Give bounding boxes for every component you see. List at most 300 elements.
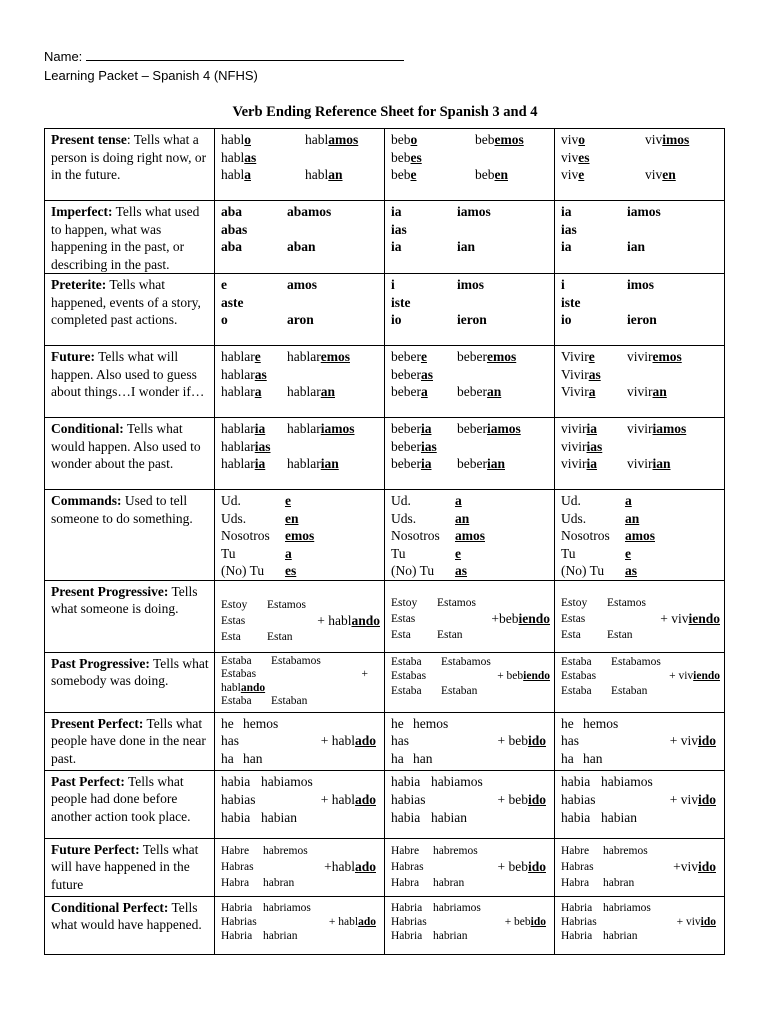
singular-form	[561, 366, 627, 384]
imperfect-ir-forms	[555, 201, 725, 274]
aux-singular: Estaba	[391, 684, 422, 697]
conjugation-line	[391, 166, 550, 184]
plural-form	[305, 131, 358, 149]
aux-line	[221, 773, 380, 791]
ending: a	[254, 384, 262, 399]
command-subject: Nosotros	[221, 528, 270, 543]
ending: emos	[494, 132, 524, 147]
ending: e	[420, 349, 427, 364]
aux-singular: Habre	[391, 844, 420, 857]
command-subject: Tu	[221, 545, 236, 561]
aux-singular: ha	[391, 750, 404, 766]
compound-block	[391, 583, 550, 643]
stem: hablar	[221, 366, 255, 382]
singular-form	[221, 366, 287, 384]
participle	[498, 732, 547, 750]
participle	[491, 611, 550, 627]
name-blank[interactable]	[86, 48, 404, 61]
aux-plural: han	[243, 750, 263, 766]
ending: es	[410, 149, 422, 165]
commands-ar-forms	[215, 490, 385, 581]
plural-ending: iamos	[457, 204, 491, 219]
tense-name: Imperfect:	[51, 204, 113, 219]
aux-plural: Estan	[267, 630, 293, 643]
stem: beb	[475, 132, 495, 147]
participle	[669, 669, 720, 684]
participle	[317, 613, 380, 629]
aux-plural: hemos	[413, 715, 449, 731]
participle-stem: + viv	[669, 791, 698, 807]
stem: hablar	[287, 456, 321, 471]
stem: vivir	[627, 349, 653, 364]
aux-plural: habrian	[433, 929, 468, 942]
conjugation-line	[391, 238, 550, 256]
stem: vivir	[627, 421, 653, 436]
tense-name: Present Progressive:	[51, 583, 169, 599]
participle	[660, 611, 720, 627]
aux-line	[391, 669, 550, 684]
participle	[505, 915, 546, 929]
participle-ending: ido	[527, 733, 546, 748]
aux-line	[561, 595, 720, 611]
aux-plural: habriamos	[263, 901, 311, 914]
tense-row-fut_perf	[45, 838, 725, 896]
participle-stem: +viv	[673, 858, 698, 874]
aux-line	[221, 668, 380, 682]
aux-plural: hemos	[583, 715, 619, 731]
tense-description-imperfect	[45, 201, 215, 274]
ending: ian	[652, 456, 671, 471]
singular-form	[221, 149, 305, 167]
command-subject: Ud.	[221, 493, 241, 508]
singular-form	[561, 455, 627, 473]
aux-line	[391, 843, 550, 859]
command-ending: an	[625, 510, 640, 526]
singular-ending: ias	[391, 221, 407, 237]
conjugation-line	[221, 294, 380, 312]
preterite-er-forms	[385, 274, 555, 346]
tense-description-preterite	[45, 274, 215, 346]
aux-line	[221, 915, 380, 929]
participle-stem: + habl	[328, 915, 359, 928]
tense-explanation: Tells what used to happen, what was happening in the past, or describing in the past.	[51, 204, 200, 272]
aux-line	[391, 901, 550, 915]
stem: beber	[391, 438, 421, 454]
aux-line	[561, 859, 720, 875]
participle-ending: ido	[697, 791, 716, 807]
command-line	[561, 545, 720, 563]
plural-ending: ieron	[627, 312, 657, 327]
participle-ending: ido	[530, 915, 546, 928]
aux-line	[561, 929, 720, 943]
command-subject: (No) Tu	[221, 563, 265, 578]
tense-name: Conditional Perfect:	[51, 899, 169, 915]
ending: en	[662, 167, 676, 182]
aux-line	[391, 715, 550, 733]
singular-ending: ia	[391, 239, 402, 254]
pres_prog-ir-forms	[555, 580, 725, 652]
participle	[321, 791, 376, 809]
participle-ending: ado	[358, 915, 376, 928]
commands-er-forms	[385, 490, 555, 581]
conjugation-line	[561, 383, 720, 401]
aux-line	[561, 732, 720, 750]
past_perf-ir-forms	[555, 770, 725, 838]
conjugation-line	[221, 149, 380, 167]
stem: viv	[645, 132, 663, 147]
participle	[670, 791, 716, 809]
conjugation-line	[221, 366, 380, 384]
past_prog-er-forms	[385, 652, 555, 712]
cond_perf-er-forms	[385, 896, 555, 954]
conjugation-line	[221, 420, 380, 438]
singular-form	[391, 420, 457, 438]
participle	[497, 669, 550, 684]
ending: e	[578, 167, 585, 182]
singular-form	[391, 438, 457, 456]
sheet-title: Verb Ending Reference Sheet for Spanish 3 and 4	[232, 104, 538, 120]
stem: vivir	[561, 456, 587, 471]
stem: viv	[645, 167, 663, 182]
conjugation-line	[221, 348, 380, 366]
conjugation-line	[221, 238, 380, 256]
command-subject: Uds.	[391, 510, 417, 526]
ending: an	[486, 384, 502, 399]
singular-ending: io	[561, 312, 572, 327]
aux-singular: Habria	[391, 929, 423, 942]
participle	[677, 915, 716, 929]
plural-form	[305, 166, 343, 184]
participle-ending: iendo	[518, 610, 550, 626]
stem: Vivir	[561, 349, 589, 364]
plural-form	[627, 455, 671, 473]
stem: viv	[561, 132, 579, 147]
aux-singular: Habria	[391, 901, 423, 914]
ending: iamos	[320, 421, 355, 436]
tense-row-commands	[45, 490, 725, 581]
command-ending: amos	[625, 528, 655, 543]
conjugation-line	[221, 383, 380, 401]
past_prog-ar-forms	[215, 652, 385, 712]
cond_perf-ar-forms	[215, 896, 385, 954]
aux-plural: Estabamos	[611, 655, 661, 668]
aux-singular: he	[561, 715, 574, 731]
aux-singular: Estoy	[561, 596, 588, 609]
ending: ia	[254, 456, 266, 471]
aux-line	[391, 929, 550, 943]
singular-form	[221, 383, 287, 401]
aux-singular: habia	[221, 773, 251, 789]
aux-singular: Habras	[391, 860, 424, 873]
singular-form	[561, 438, 627, 456]
conjugation-line	[221, 221, 380, 239]
stem: vivir	[561, 421, 587, 436]
singular-ending: abas	[221, 221, 248, 237]
aux-singular: Esta	[561, 628, 581, 641]
ending: an	[328, 167, 343, 182]
command-subject: Nosotros	[391, 528, 440, 543]
aux-plural: Estaban	[271, 695, 308, 707]
compound-block	[391, 655, 550, 699]
conjugation-line	[391, 131, 550, 149]
tense-name: Present tense	[51, 132, 127, 147]
conjugation-line	[561, 131, 720, 149]
command-line	[391, 510, 550, 528]
participle-ending: ado	[354, 858, 376, 874]
tense-row-past_perf	[45, 770, 725, 838]
plural-form	[475, 166, 508, 184]
participle-ending: ando	[240, 681, 266, 694]
plural-form	[457, 383, 501, 401]
tense-explanation: Tells what people have done in the near past.	[51, 715, 206, 766]
tense-description-conditional	[45, 418, 215, 490]
stem: habl	[221, 149, 245, 165]
plural-form	[457, 420, 521, 438]
pres_perf-ir-forms	[555, 712, 725, 770]
imperfect-er-forms	[385, 201, 555, 274]
cond_perf-ir-forms	[555, 896, 725, 954]
command-subject: Ud.	[391, 493, 411, 508]
aux-plural: habremos	[433, 844, 478, 857]
participle-ending: ado	[354, 733, 376, 748]
participle-stem: + viv	[676, 915, 701, 928]
tense-explanation: Tells what would have happened.	[51, 899, 202, 932]
participle-ending: ado	[354, 791, 376, 807]
present-ir-forms	[555, 129, 725, 201]
participle-stem: + beb	[497, 733, 528, 748]
stem: beb	[391, 167, 411, 182]
plural-form	[627, 420, 686, 438]
participle	[221, 682, 380, 696]
aux-plural: habriamos	[603, 901, 651, 914]
aux-singular: Habras	[221, 860, 254, 873]
compound-block	[561, 655, 720, 699]
ending: e	[588, 349, 595, 364]
conjugation-line	[561, 438, 720, 456]
tense-explanation: Tells what someone is doing.	[51, 583, 198, 616]
tense-row-past_prog	[45, 652, 725, 712]
aux-line	[221, 791, 380, 809]
aux-line	[391, 915, 550, 929]
aux-singular: Estoy	[391, 596, 418, 609]
conjugation-line	[561, 348, 720, 366]
aux-singular: Estas	[561, 612, 586, 625]
conjugation-line	[391, 366, 550, 384]
aux-singular: Estas	[391, 612, 416, 625]
compound-block	[561, 583, 720, 643]
command-subject: Tu	[561, 545, 576, 561]
participle-stem: + beb	[497, 670, 524, 682]
aux-line	[221, 875, 380, 891]
tense-name: Future:	[51, 349, 95, 364]
singular-ending: aba	[221, 204, 243, 219]
aux-line	[561, 901, 720, 915]
aux-plural: habriamos	[433, 901, 481, 914]
aux-singular: Estabas	[221, 668, 257, 680]
aux-line	[561, 915, 720, 929]
aux-singular: he	[221, 715, 234, 731]
aux-singular: habia	[561, 773, 591, 789]
plural-form	[645, 166, 676, 184]
command-line	[221, 527, 380, 545]
command-subject: (No) Tu	[561, 563, 605, 578]
singular-ending: aba	[221, 239, 243, 254]
present-ar-forms	[215, 129, 385, 201]
participle-stem: habl	[221, 681, 241, 694]
ending: as	[420, 366, 433, 382]
tense-name: Conditional:	[51, 421, 124, 436]
ending: a	[420, 384, 428, 399]
aux-singular: Estaba	[561, 684, 592, 697]
aux-singular: Habria	[561, 901, 593, 914]
command-line	[221, 492, 380, 510]
tense-description-pres_perf	[45, 712, 215, 770]
ending: ia	[586, 456, 598, 471]
aux-line	[391, 859, 550, 875]
plural-ending: ian	[627, 239, 646, 254]
tense-description-past_prog	[45, 652, 215, 712]
ending: o	[410, 132, 418, 147]
aux-singular: has	[221, 733, 239, 748]
singular-ending: ia	[561, 204, 572, 219]
command-line	[561, 492, 720, 510]
aux-line	[391, 684, 550, 699]
aux-singular: Habra	[221, 876, 250, 889]
plural-ending: imos	[627, 277, 654, 292]
plural-form	[287, 383, 335, 401]
singular-form	[561, 348, 627, 366]
singular-form	[561, 149, 645, 167]
aux-line	[391, 875, 550, 891]
command-subject: Uds.	[221, 510, 247, 526]
ending: ia	[420, 456, 432, 471]
command-ending: a	[625, 493, 632, 508]
command-ending: as	[455, 563, 468, 578]
conjugation-line	[391, 221, 550, 239]
conjugation-line	[221, 311, 380, 329]
conjugation-line	[561, 149, 720, 167]
tense-name: Preterite:	[51, 277, 107, 292]
command-ending: e	[455, 545, 461, 561]
singular-form	[221, 348, 287, 366]
command-line	[221, 562, 380, 580]
aux-line	[391, 655, 550, 670]
stem: vivir	[561, 438, 587, 454]
aux-plural: habran	[603, 876, 635, 889]
singular-form	[221, 166, 305, 184]
ending: emos	[652, 349, 682, 364]
packet-label: Learning Packet – Spanish 4 (NFHS)	[44, 68, 258, 83]
stem: habl	[221, 132, 245, 147]
aux-singular: habias	[561, 791, 596, 807]
tense-explanation: Tells what would happen. Also used to wonder about the past.	[51, 421, 201, 471]
stem: vivir	[627, 384, 653, 399]
name-line	[44, 48, 404, 64]
conjugation-line	[221, 438, 380, 456]
participle-ending: iendo	[523, 670, 550, 682]
participle	[321, 732, 376, 750]
command-ending: a	[455, 493, 462, 508]
ending: o	[578, 132, 586, 147]
command-line	[391, 492, 550, 510]
command-line	[391, 545, 550, 563]
participle-stem: + beb	[497, 791, 528, 807]
ending: en	[494, 167, 508, 182]
conjugation-line	[561, 221, 720, 239]
aux-singular: habia	[391, 773, 421, 789]
command-subject: Nosotros	[561, 528, 610, 543]
conjugation-line	[561, 311, 720, 329]
plural-form	[287, 348, 350, 366]
plural-ending: aban	[287, 239, 316, 254]
participle-stem: + viv	[669, 670, 694, 682]
aux-singular: Habrias	[561, 915, 597, 928]
participle-stem: + beb	[497, 858, 528, 874]
aux-singular: Habria	[221, 929, 253, 942]
aux-line	[221, 750, 380, 768]
singular-form	[561, 166, 645, 184]
tense-row-pres_prog	[45, 580, 725, 652]
preterite-ar-forms	[215, 274, 385, 346]
singular-ending: io	[391, 312, 402, 327]
stem: habl	[305, 132, 329, 147]
ending: a	[588, 384, 596, 399]
stem: Vivir	[561, 366, 589, 382]
singular-form	[221, 131, 305, 149]
aux-singular: habia	[391, 809, 421, 825]
singular-form	[391, 166, 475, 184]
participle-ending: ido	[527, 858, 546, 874]
tense-name: Past Progressive:	[51, 655, 150, 671]
aux-line	[221, 901, 380, 915]
command-subject: Tu	[391, 545, 406, 561]
stem: beber	[391, 366, 421, 382]
name-label: Name:	[44, 49, 83, 64]
conjugation-line	[391, 149, 550, 167]
aux-line	[561, 684, 720, 699]
participle-ending: iendo	[693, 670, 720, 682]
ending: ias	[586, 438, 603, 454]
ending: emos	[320, 349, 350, 364]
tense-name: Commands:	[51, 493, 122, 508]
stem: hablar	[221, 456, 255, 471]
preterite-ir-forms	[555, 274, 725, 346]
conjugation-line	[391, 311, 550, 329]
participle-ending: iendo	[688, 610, 720, 626]
aux-line	[391, 809, 550, 827]
tense-explanation: Tells what people had done before another action took place.	[51, 773, 191, 824]
singular-ending: ias	[561, 221, 577, 237]
tense-description-past_perf	[45, 770, 215, 838]
ending: imos	[662, 132, 690, 147]
pres_prog-ar-forms	[215, 580, 385, 652]
tense-explanation: Used to tell someone to do something.	[51, 493, 193, 526]
aux-plural: habiamos	[431, 773, 483, 789]
tense-description-pres_prog	[45, 580, 215, 652]
participle	[670, 732, 716, 750]
ending: emos	[486, 349, 517, 364]
aux-singular: Habre	[221, 844, 250, 857]
conjugation-line	[561, 238, 720, 256]
aux-plural: Estan	[437, 628, 463, 641]
singular-form	[221, 420, 287, 438]
stem: Vivir	[561, 384, 589, 399]
aux-singular: Habria	[561, 929, 593, 942]
command-subject: Ud.	[561, 493, 581, 508]
aux-line	[561, 715, 720, 733]
aux-line	[561, 611, 720, 627]
stem: viv	[561, 167, 579, 182]
